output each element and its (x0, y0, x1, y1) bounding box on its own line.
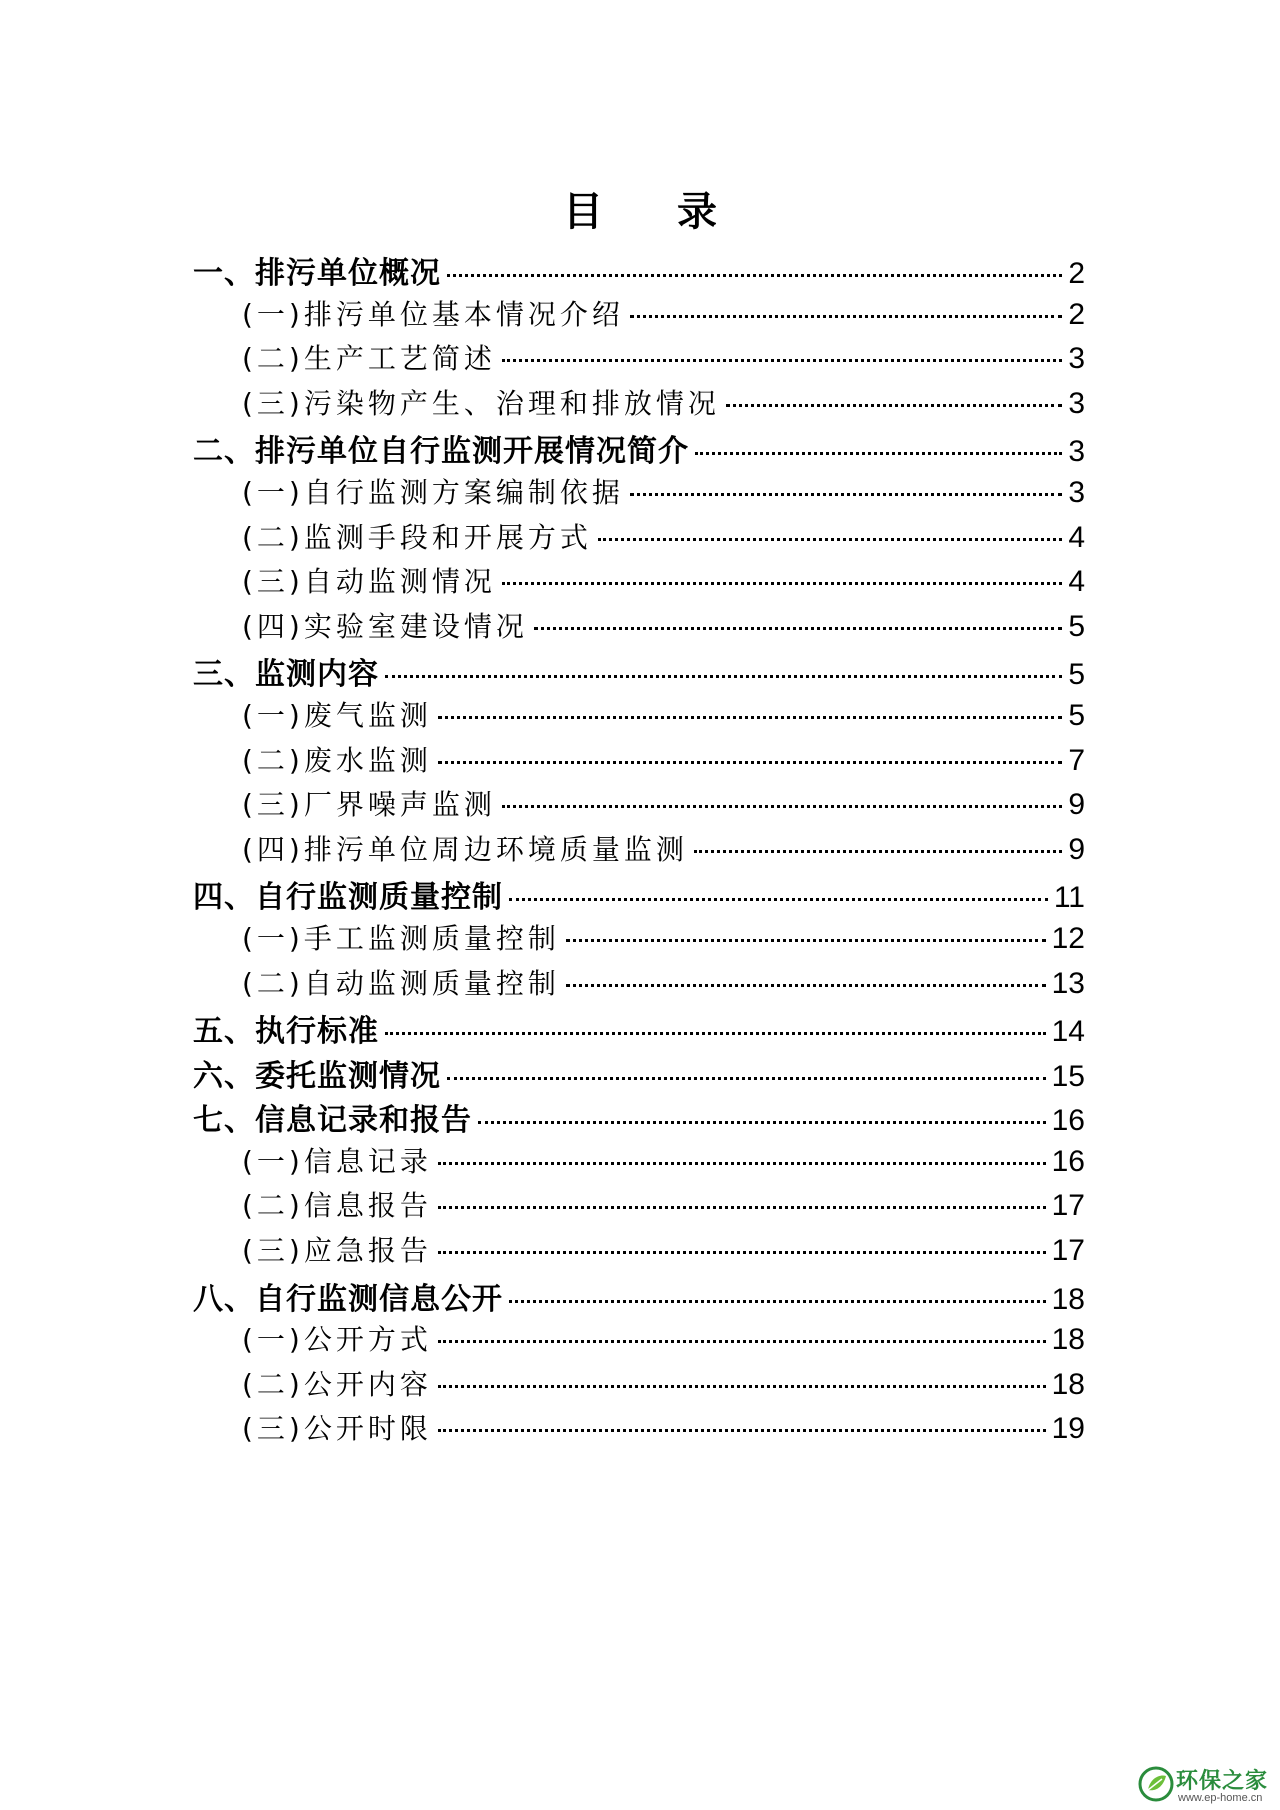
toc-entry-section[interactable] (193, 337, 1085, 382)
toc-entry-label: 一、排污单位概况 (193, 256, 441, 291)
toc-page-number: 3 (1068, 386, 1085, 420)
toc-page-number: 3 (1068, 475, 1085, 509)
table-of-contents (193, 248, 1085, 1452)
toc-page-number: 5 (1068, 658, 1085, 692)
watermark-name: 环保之家 (1176, 1769, 1269, 1794)
toc-entry-section[interactable] (193, 1318, 1085, 1363)
toc-entry-chapter[interactable] (193, 248, 1085, 293)
toc-entry-section[interactable] (193, 1140, 1085, 1185)
toc-entry-section[interactable] (193, 783, 1085, 828)
toc-page-number: 9 (1068, 788, 1085, 822)
toc-entry-label: (一)废气监测 (242, 698, 432, 732)
toc-page-number: 17 (1051, 1234, 1085, 1268)
toc-entry-label: (二)自动监测质量控制 (242, 966, 560, 1000)
toc-entry-section[interactable] (193, 1229, 1085, 1274)
toc-dot-leader (695, 452, 1062, 455)
toc-page-number: 5 (1068, 698, 1085, 732)
toc-dot-leader (694, 850, 1062, 853)
toc-entry-label: (三)自动监测情况 (242, 565, 496, 599)
toc-page-number: 18 (1051, 1367, 1085, 1401)
toc-dot-leader (630, 315, 1062, 318)
toc-entry-label: (三)厂界噪声监测 (242, 788, 496, 822)
toc-dot-leader (726, 404, 1062, 407)
toc-page-number: 14 (1051, 1015, 1085, 1049)
toc-dot-leader (438, 1385, 1046, 1388)
toc-dot-leader (509, 1300, 1046, 1303)
toc-entry-label: (二)废水监测 (242, 743, 432, 777)
toc-entry-label: (四)实验室建设情况 (242, 609, 528, 643)
toc-dot-leader (447, 1077, 1046, 1080)
toc-dot-leader (566, 984, 1046, 987)
toc-page-number: 19 (1051, 1412, 1085, 1446)
toc-page-number: 17 (1051, 1189, 1085, 1223)
toc-dot-leader (598, 538, 1062, 541)
toc-page-number: 2 (1068, 297, 1085, 331)
toc-entry-label: 三、监测内容 (193, 657, 379, 693)
watermark-url: www.ep-home.cn (1178, 1792, 1263, 1804)
toc-entry-label: (四)排污单位周边环境质量监测 (242, 832, 688, 866)
toc-entry-label: (二)生产工艺简述 (242, 342, 496, 376)
toc-entry-chapter[interactable] (193, 872, 1085, 917)
toc-entry-chapter[interactable] (193, 426, 1085, 471)
toc-page-number: 4 (1068, 565, 1085, 599)
toc-page-number: 4 (1068, 520, 1085, 554)
watermark (1138, 1762, 1280, 1810)
toc-page-number: 3 (1068, 435, 1085, 469)
toc-entry-label: 四、自行监测质量控制 (193, 880, 503, 916)
toc-page-number: 5 (1068, 609, 1085, 643)
toc-page-number: 18 (1051, 1323, 1085, 1357)
toc-entry-chapter[interactable] (193, 1274, 1085, 1319)
toc-entry-section[interactable] (193, 917, 1085, 962)
toc-dot-leader (447, 274, 1062, 277)
toc-entry-section[interactable] (193, 1363, 1085, 1408)
toc-page-number: 12 (1051, 921, 1085, 955)
page-title: 目 录 (563, 188, 747, 235)
toc-page-number: 7 (1068, 743, 1085, 777)
toc-entry-label: (一)公开方式 (242, 1323, 432, 1357)
toc-page-number: 13 (1051, 966, 1085, 1000)
toc-page-number: 18 (1051, 1282, 1085, 1316)
toc-entry-chapter[interactable] (193, 649, 1085, 694)
toc-dot-leader (438, 761, 1062, 764)
toc-entry-section[interactable] (193, 471, 1085, 516)
toc-page-number: 3 (1068, 342, 1085, 376)
toc-entry-section[interactable] (193, 382, 1085, 427)
toc-page-number: 9 (1068, 832, 1085, 866)
toc-entry-section[interactable] (193, 1407, 1085, 1452)
toc-dot-leader (385, 1032, 1046, 1035)
toc-page-number: 15 (1051, 1059, 1085, 1093)
toc-dot-leader (566, 939, 1046, 942)
toc-entry-label: 二、排污单位自行监测开展情况简介 (193, 434, 689, 470)
toc-entry-section[interactable] (193, 516, 1085, 561)
toc-entry-label: (三)应急报告 (242, 1234, 432, 1268)
toc-entry-label: (一)自行监测方案编制依据 (242, 475, 624, 509)
toc-page-number: 16 (1051, 1104, 1085, 1138)
toc-entry-section[interactable] (193, 293, 1085, 338)
toc-entry-label: (三)公开时限 (242, 1412, 432, 1446)
toc-entry-label: (二)公开内容 (242, 1367, 432, 1401)
toc-entry-chapter[interactable] (193, 1051, 1085, 1096)
toc-entry-chapter[interactable] (193, 1095, 1085, 1140)
toc-dot-leader (438, 1251, 1046, 1254)
toc-dot-leader (502, 805, 1062, 808)
toc-entry-label: (二)监测手段和开展方式 (242, 520, 592, 554)
toc-entry-chapter[interactable] (193, 1006, 1085, 1051)
toc-dot-leader (438, 1206, 1046, 1209)
toc-entry-label: (三)污染物产生、治理和排放情况 (242, 386, 720, 420)
toc-dot-leader (502, 582, 1062, 585)
toc-entry-section[interactable] (193, 1184, 1085, 1229)
toc-entry-label: (一)信息记录 (242, 1144, 432, 1178)
toc-entry-section[interactable] (193, 560, 1085, 605)
toc-entry-section[interactable] (193, 962, 1085, 1007)
toc-entry-section[interactable] (193, 739, 1085, 784)
leaf-logo-icon (1138, 1766, 1174, 1802)
toc-dot-leader (438, 1340, 1046, 1343)
toc-entry-section[interactable] (193, 605, 1085, 650)
toc-page-number: 2 (1068, 257, 1085, 290)
toc-page-number: 16 (1051, 1144, 1085, 1178)
toc-dot-leader (438, 716, 1062, 719)
toc-entry-label: (一)手工监测质量控制 (242, 921, 560, 955)
toc-entry-label: 五、执行标准 (193, 1014, 379, 1050)
toc-dot-leader (534, 627, 1062, 630)
toc-dot-leader (509, 898, 1048, 901)
toc-dot-leader (438, 1162, 1046, 1165)
toc-dot-leader (438, 1429, 1046, 1432)
toc-dot-leader (502, 359, 1062, 362)
toc-entry-section[interactable] (193, 694, 1085, 739)
toc-page-number: 11 (1053, 881, 1085, 915)
toc-entry-label: (一)排污单位基本情况介绍 (242, 297, 624, 331)
toc-dot-leader (478, 1121, 1046, 1124)
toc-dot-leader (630, 493, 1062, 496)
toc-entry-label: 七、信息记录和报告 (193, 1103, 472, 1139)
toc-dot-leader (385, 675, 1062, 678)
toc-entry-label: 六、委托监测情况 (193, 1058, 441, 1094)
toc-entry-label: (二)信息报告 (242, 1189, 432, 1223)
toc-entry-section[interactable] (193, 828, 1085, 873)
toc-entry-label: 八、自行监测信息公开 (193, 1281, 503, 1317)
